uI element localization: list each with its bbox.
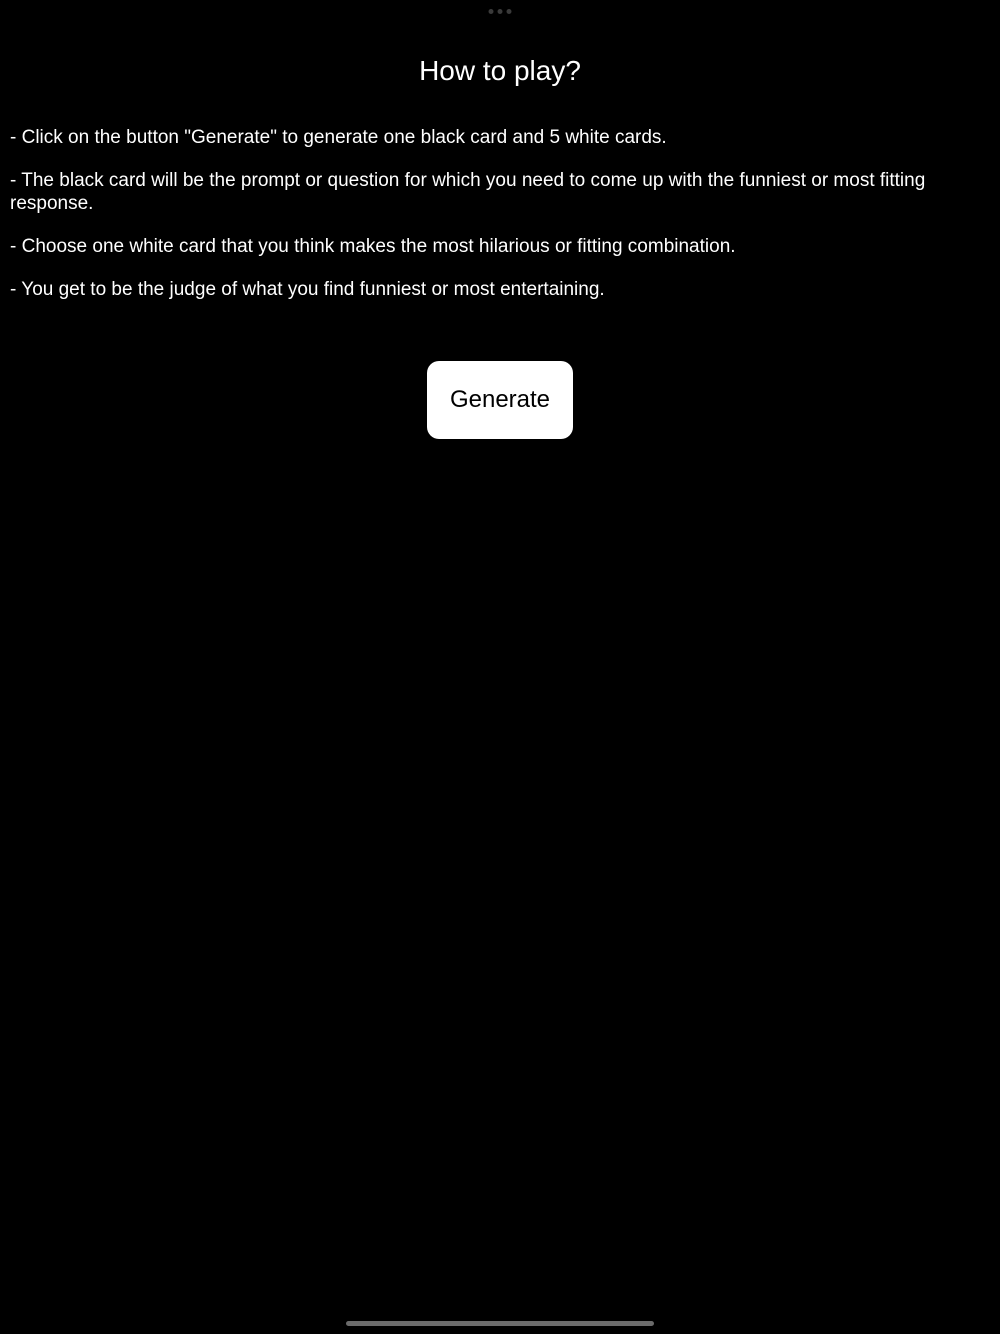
instruction-item: - You get to be the judge of what you find funniest or most entertaining. [10,279,605,300]
page-title: How to play? [419,55,581,86]
multitasking-dot [498,9,503,14]
instruction-item: - Choose one white card that you think makes the most hilarious or fitting combination. [10,236,736,257]
multitasking-dot [507,9,512,14]
instructions-list [10,126,985,321]
generate-button[interactable]: Generate [427,361,573,439]
instruction-item: - The black card will be the prompt or question for which you need to come up with the funniest or most fitting response. [10,170,926,214]
multitasking-handle[interactable] [489,9,512,14]
instruction-item: - Click on the button "Generate" to generate one black card and 5 white cards. [10,127,667,148]
home-indicator[interactable] [346,1321,654,1326]
multitasking-dot [489,9,494,14]
